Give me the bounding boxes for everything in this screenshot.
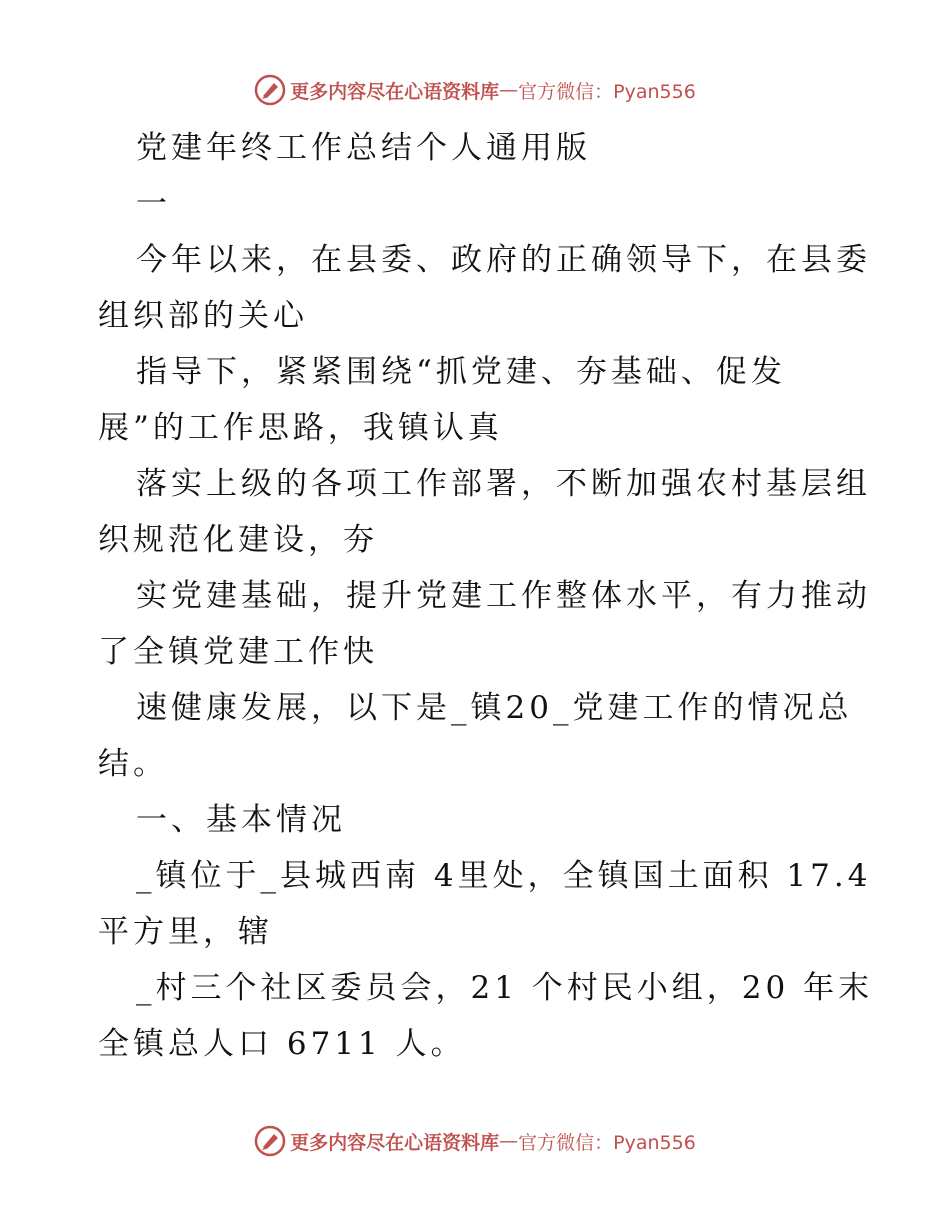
paragraph-line: 全镇总人口 6711 人。 <box>98 1026 466 1062</box>
paragraph-line: 展”的工作思路，我镇认真 <box>98 410 503 446</box>
footer-watermark-banner <box>0 1121 950 1161</box>
paragraph-line: 速健康发展，以下是_镇20_党建工作的情况总 <box>136 690 853 726</box>
banner-brand-text: 更多内容尽在心语资料库 <box>290 1131 500 1154</box>
paragraph-line: _镇位于_县城西南 4里处，全镇国土面积 17.4 <box>136 858 872 894</box>
paragraph-line: 平方里，辖 <box>98 914 273 950</box>
banner-wechat-text: 官方微信：Pyan556 <box>518 1131 696 1154</box>
paragraph-line: 指导下，紧紧围绕“抓党建、夯基础、促发 <box>136 354 786 390</box>
paragraph-line: 结。 <box>98 746 168 782</box>
header-watermark-banner <box>0 70 950 110</box>
document-body <box>98 120 874 1072</box>
paragraph-line: 实党建基础，提升党建工作整体水平，有力推动 <box>136 578 871 614</box>
paragraph-line: _村三个社区委员会，21 个村民小组，20 年末 <box>136 970 874 1006</box>
section-heading: 一、基本情况 <box>136 802 346 838</box>
paragraph-line: 落实上级的各项工作部署，不断加强农村基层组 <box>136 466 871 502</box>
paragraph-line: 了全镇党建工作快 <box>98 634 378 670</box>
section-number: 一 <box>136 186 171 222</box>
banner-separator: — <box>499 1130 519 1152</box>
pen-nib-logo-icon <box>254 1125 286 1157</box>
banner-brand-text: 更多内容尽在心语资料库 <box>290 80 500 103</box>
paragraph-line: 组织部的关心 <box>98 298 308 334</box>
paragraph-line: 织规范化建设，夯 <box>98 522 378 558</box>
paragraph-line: 今年以来，在县委、政府的正确领导下，在县委 <box>136 242 871 278</box>
banner-wechat-text: 官方微信：Pyan556 <box>518 80 696 103</box>
document-title: 党建年终工作总结个人通用版 <box>136 130 591 166</box>
pen-nib-logo-icon <box>254 74 286 106</box>
banner-separator: — <box>499 79 519 101</box>
